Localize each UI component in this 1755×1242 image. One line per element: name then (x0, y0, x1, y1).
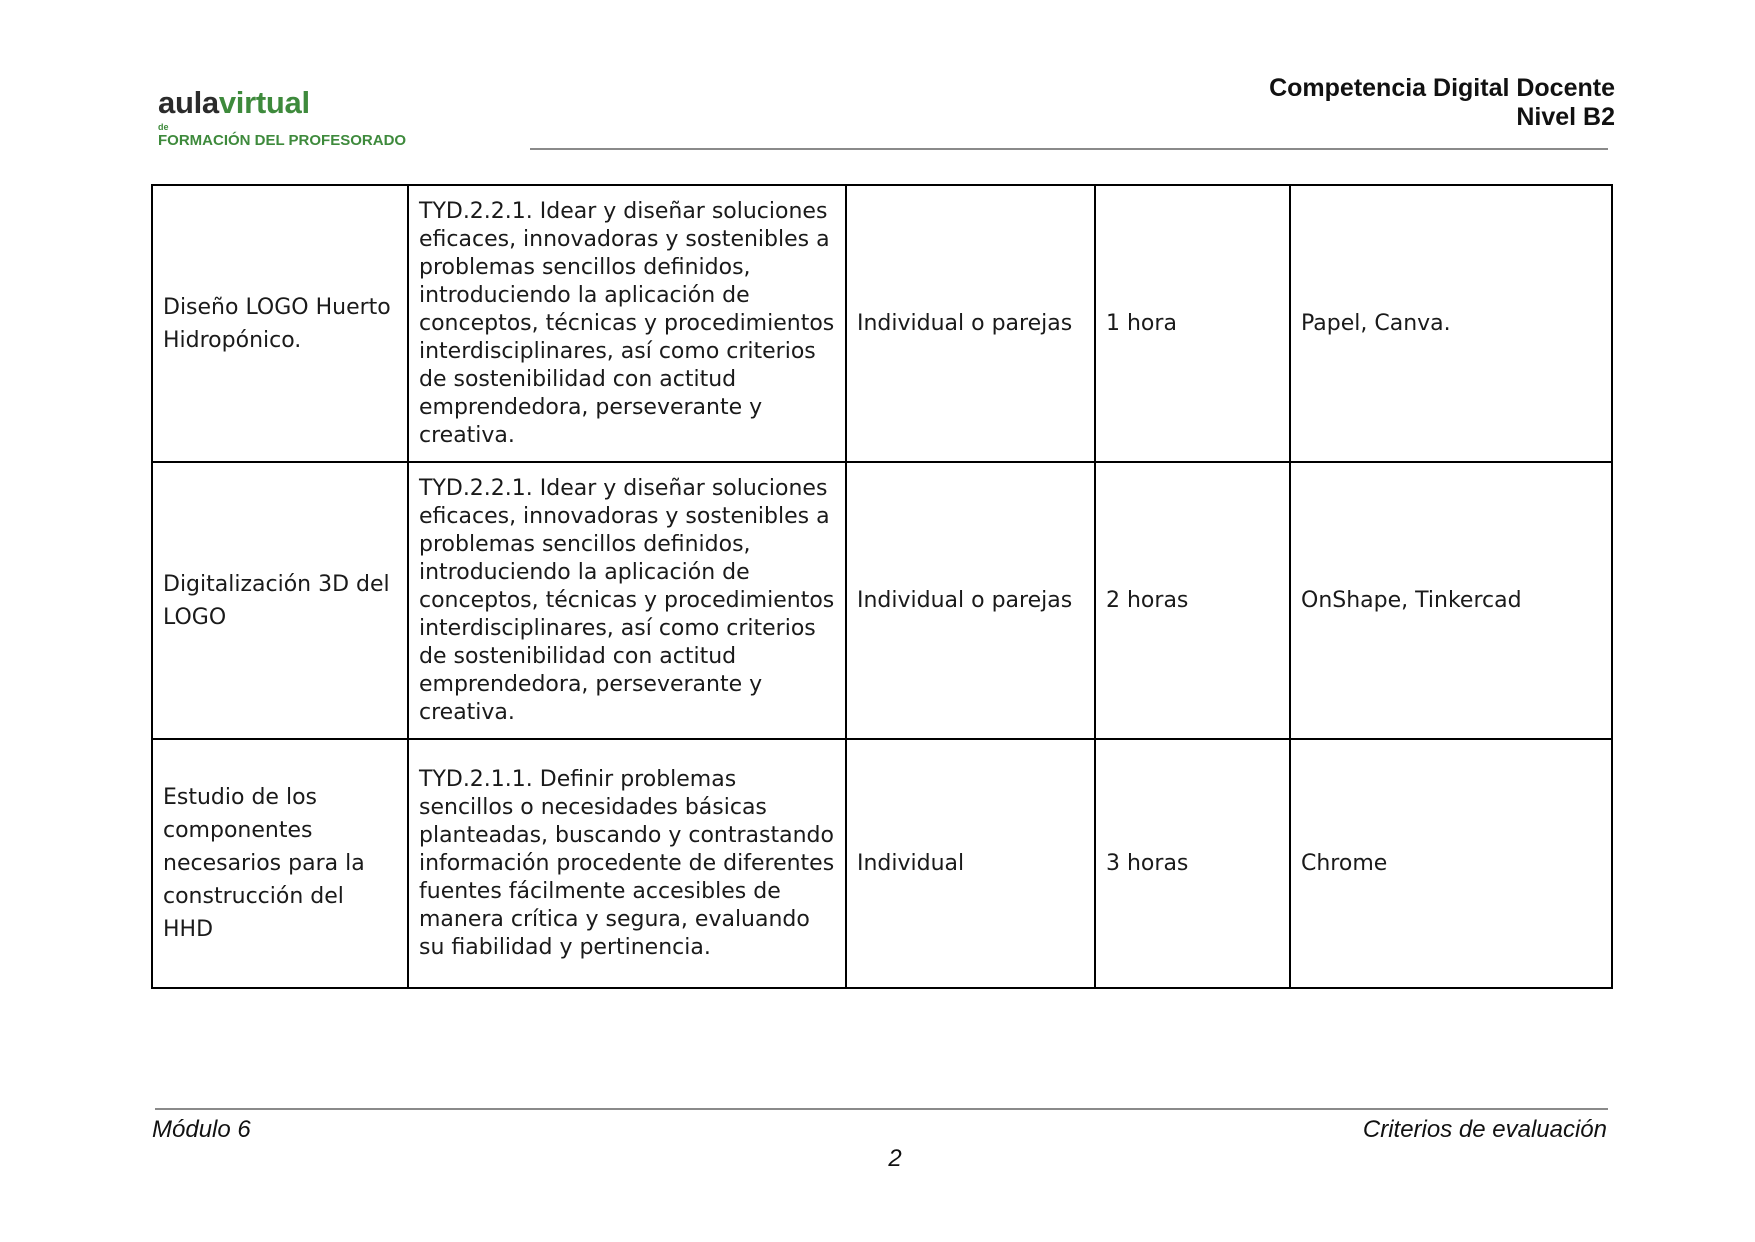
header-title-line1: Competencia Digital Docente (1269, 74, 1615, 102)
activity-cell: Digitalización 3D del LOGO (152, 462, 408, 739)
logo-word-virtual: virtual (218, 85, 310, 120)
time-cell: 3 horas (1095, 739, 1290, 988)
aulavirtual-logo (158, 86, 406, 149)
grouping-cell: Individual (846, 739, 1095, 988)
footer-divider (155, 1108, 1608, 1110)
table-row (152, 185, 1612, 462)
grouping-cell: Individual o parejas (846, 185, 1095, 462)
header-title-line2: Nivel B2 (1516, 103, 1615, 131)
time-cell: 2 horas (1095, 462, 1290, 739)
footer-module: Módulo 6 (152, 1116, 251, 1143)
criterion-cell: TYD.2.2.1. Idear y diseñar soluciones eficaces, innovadoras y sostenibles a problemas sencillos definidos, introduciendo la aplicación de conceptos, técnicas y procedimientos interdisciplinares, así como criterios de sostenibilidad con actitud emprendedora, perseverante y creativa. (408, 462, 846, 739)
criteria-table (151, 184, 1613, 989)
footer-section-title: Criterios de evaluación (1362, 1116, 1607, 1143)
logo-wordmark (158, 86, 406, 120)
logo-word-aula: aula (158, 85, 219, 120)
activity-cell: Diseño LOGO Huerto Hidropónico. (152, 185, 408, 462)
table-row (152, 739, 1612, 988)
page-number: 2 (888, 1145, 902, 1172)
resources-cell: Papel, Canva. (1290, 185, 1612, 462)
resources-cell: Chrome (1290, 739, 1612, 988)
grouping-cell: Individual o parejas (846, 462, 1095, 739)
resources-cell: OnShape, Tinkercad (1290, 462, 1612, 739)
time-cell: 1 hora (1095, 185, 1290, 462)
criterion-cell: TYD.2.2.1. Idear y diseñar soluciones eficaces, innovadoras y sostenibles a problemas sencillos definidos, introduciendo la aplicación de conceptos, técnicas y procedimientos interdisciplinares, así como criterios de sostenibilidad con actitud emprendedora, perseverante y creativa. (408, 185, 846, 462)
header-divider (530, 148, 1608, 150)
header-title (1269, 74, 1615, 132)
activity-cell: Estudio de los componentes necesarios para la construcción del HHD (152, 739, 408, 988)
logo-subtitle: FORMACIÓN DEL PROFESORADO (158, 132, 407, 149)
criterion-cell: TYD.2.1.1. Definir problemas sencillos o necesidades básicas planteadas, buscando y contrastando información procedente de diferentes fuentes fácilmente accesibles de manera crítica y segura, evaluando su fiabilidad y pertinencia. (408, 739, 846, 988)
logo-de: de (158, 122, 169, 132)
table-row (152, 462, 1612, 739)
